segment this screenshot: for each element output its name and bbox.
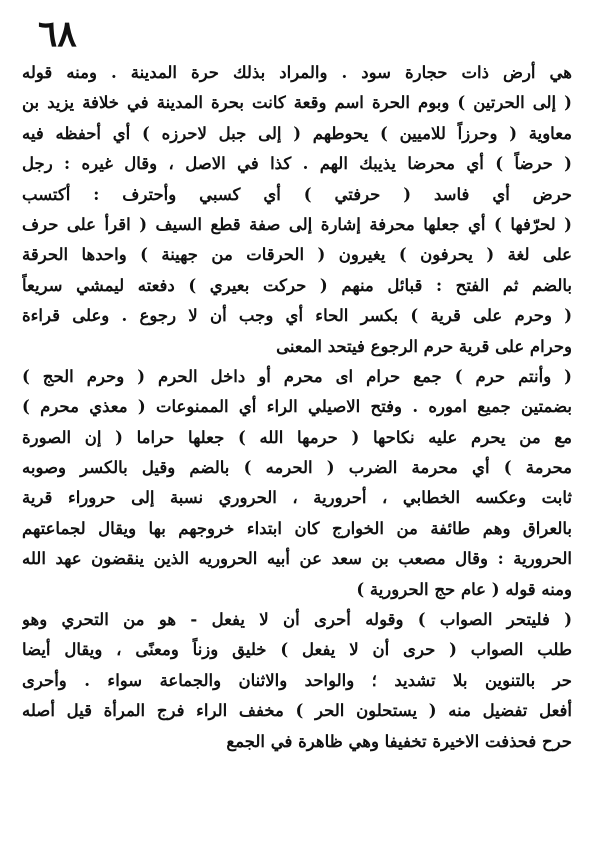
text-line: ومنه قوله ( عام حج الحرورية ) [356,579,572,599]
page-number: ٦٨ [38,13,77,55]
text-line: ( وحرم على قرية ) بكسر الحاء أي وجب أن لا رجوع . وعلى قراءة [22,306,572,326]
text-line: ( وأنتم حرم ) جمع حرام اى محرم أو داخل الحرم ( وحرم الحج ) [22,366,572,386]
text-line: ( إلى الحرتين ) وبوم الحرة اسم وقعة كانت بحرة المدينة في خلافة يزيد بن [22,93,572,113]
text-line: ( حرضاً ) أي محرضا يذيبك الهم . كذا في الاصل ، وقال غيره : رجل [22,154,572,174]
text-line: بالضم ثم الفتح : قبائل منهم ( حركت بعيري ) دفعته ليمشي سريعاً [22,275,572,295]
text-line: وحرام على قرية حرم الرجوع فيتحد المعنى [276,336,572,356]
text-line: هي أرض ذات حجارة سود . والمراد بذلك حرة المدينة . ومنه قوله [22,63,572,82]
text-line: حر بالتنوين بلا تشديد ؛ والواحد والاثنان والجماعة سواء . وأحرى [22,670,572,690]
text-line: على لغة ( يحرفون ) يغيرون ( الحرقات من جهينة ) واحدها الحرقة [22,245,572,265]
text-line: بالعراق وهم طائفة من الخوارج كان ابتداء خروجهم بها ويقال لجماعتهم [22,518,572,538]
text-line: حرح فحذفت الاخيرة تخفيفا وهي ظاهرة في الجمع [226,731,572,751]
text-line: معاوية ( وحرزاً للاميين ) يحوطهم ( إلى جبل لاحرزه ) أي أحفظه فيه [22,123,572,143]
text-line: ( لحرّفها ) أي جعلها محرفة إشارة إلى صفة قطع السيف ( اقرأ على حرف [22,214,572,234]
text-line: حرض أي فاسد ( حرفتي ) أي كسبي وأحترف : أكتسب [22,184,572,204]
text-line: محرمة ) أي محرمة الضرب ( الحرمه ) بالضم وقيل بالكسر وصوبه [22,458,572,478]
text-line: ثابت وعكسه الخطابي ، أحرورية ، الحروري نسبة إلى حروراء قرية [22,488,572,508]
text-line: طلب الصواب ( حرى أن لا يفعل ) خليق وزناً ومعنًى ، ويقال أيضا [22,640,572,660]
text-body [22,58,572,757]
text-line: مع من يحرم عليه نكاحها ( حرمها الله ) جعلها حراما ( إن الصورة [22,427,572,447]
text-line: الحرورية : وقال مصعب بن سعد عن أبيه الحروريه الذين ينقضون عهد الله [22,549,572,569]
text-line: بضمتين جميع اموره . وفتح الاصيلي الراء أي الممنوعات ( معذي محرم ) [22,397,572,417]
text-line: ( فليتحر الصواب ) وقوله أحرى أن لا يفعل - هو من التحري وهو [22,610,572,630]
text-line: أفعل تفضيل منه ( يستحلون الحر ) مخفف الراء فرج المرأة قيل أصله [22,701,572,721]
